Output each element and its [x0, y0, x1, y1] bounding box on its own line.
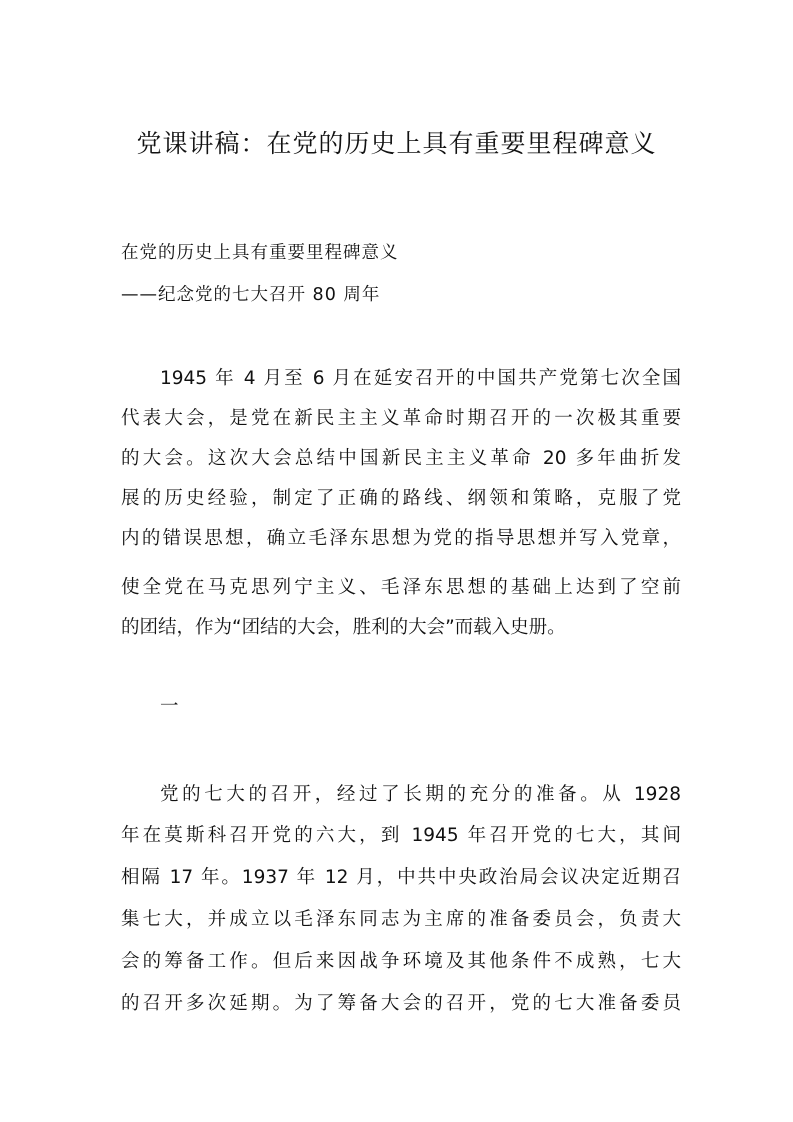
paragraph-1-line: 的团结，作为“团结的大会，胜利的大会”而载入史册。: [121, 617, 566, 638]
subtitle-line-1: 在党的历史上具有重要里程碑意义: [121, 243, 399, 263]
section-number: 一: [160, 696, 179, 717]
paragraph-2-line: 的召开多次延期。为了筹备大会的召开，党的七大准备委员: [121, 993, 681, 1014]
document-title: 党课讲稿：在党的历史上具有重要里程碑意义: [136, 129, 657, 158]
paragraph-2-line: 相隔 17 年。1937 年 12 月，中共中央政治局会议决定近期召: [121, 867, 681, 888]
paragraph-2-line: 党的七大的召开，经过了长期的充分的准备。从 1928: [160, 784, 681, 805]
paragraph-2-line: 集七大，并成立以毛泽东同志为主席的准备委员会，负责大: [121, 909, 681, 930]
paragraph-1-line: 1945 年 4 月至 6 月在延安召开的中国共产党第七次全国: [160, 368, 681, 389]
subtitle-line-2: ——纪念党的七大召开 80 周年: [121, 285, 381, 305]
paragraph-1-line: 代表大会，是党在新民主主义革命时期召开的一次极其重要: [121, 408, 681, 429]
paragraph-1-line: 的大会。这次大会总结中国新民主主义革命 20 多年曲折发: [121, 448, 681, 469]
paragraph-1-line: 展的历史经验，制定了正确的路线、纲领和策略，克服了党: [121, 488, 681, 509]
paragraph-2-line: 年在莫斯科召开党的六大，到 1945 年召开党的七大，其间: [121, 825, 681, 846]
paragraph-1-line: 使全党在马克思列宁主义、毛泽东思想的基础上达到了空前: [121, 577, 681, 598]
paragraph-2-line: 会的筹备工作。但后来因战争环境及其他条件不成熟，七大: [121, 951, 681, 972]
paragraph-1-line: 内的错误思想，确立毛泽东思想为党的指导思想并写入党章，: [121, 528, 681, 549]
